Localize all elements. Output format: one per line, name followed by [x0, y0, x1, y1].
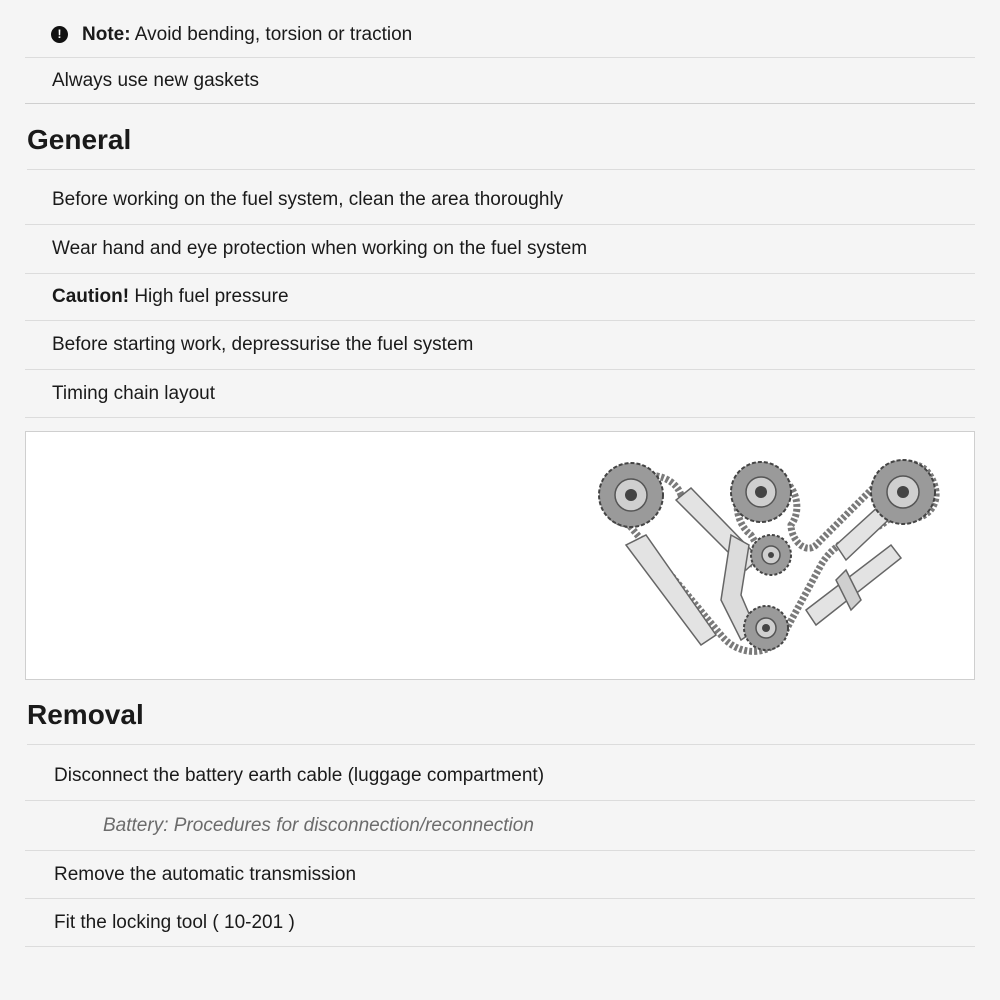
note-text: Note: Avoid bending, torsion or traction: [82, 23, 413, 45]
removal-heading: Removal: [27, 686, 975, 745]
battery-procedure-link[interactable]: Battery: Procedures for disconnection/reconnection: [25, 801, 975, 851]
list-item: Remove the automatic transmission: [25, 851, 975, 899]
caution-text: Caution! High fuel pressure: [52, 286, 289, 307]
list-item: Fit the locking tool ( 10-201 ): [25, 899, 975, 947]
list-item: Disconnect the battery earth cable (luggage compartment): [25, 751, 975, 801]
caution-row: [25, 274, 975, 321]
timing-chain-figure: [25, 431, 975, 680]
list-item: Wear hand and eye protection when working on the fuel system: [25, 225, 975, 274]
timing-chain-diagram-icon: [591, 450, 971, 670]
gaskets-row: [25, 58, 975, 104]
list-item: Before working on the fuel system, clean the area thoroughly: [25, 176, 975, 225]
note-row: [25, 12, 975, 58]
exclamation-icon: !: [51, 26, 68, 43]
list-item: Before starting work, depressurise the fuel system: [25, 321, 975, 370]
gaskets-text: Always use new gaskets: [52, 69, 259, 91]
list-item: Timing chain layout: [25, 370, 975, 418]
general-heading: General: [27, 110, 975, 170]
